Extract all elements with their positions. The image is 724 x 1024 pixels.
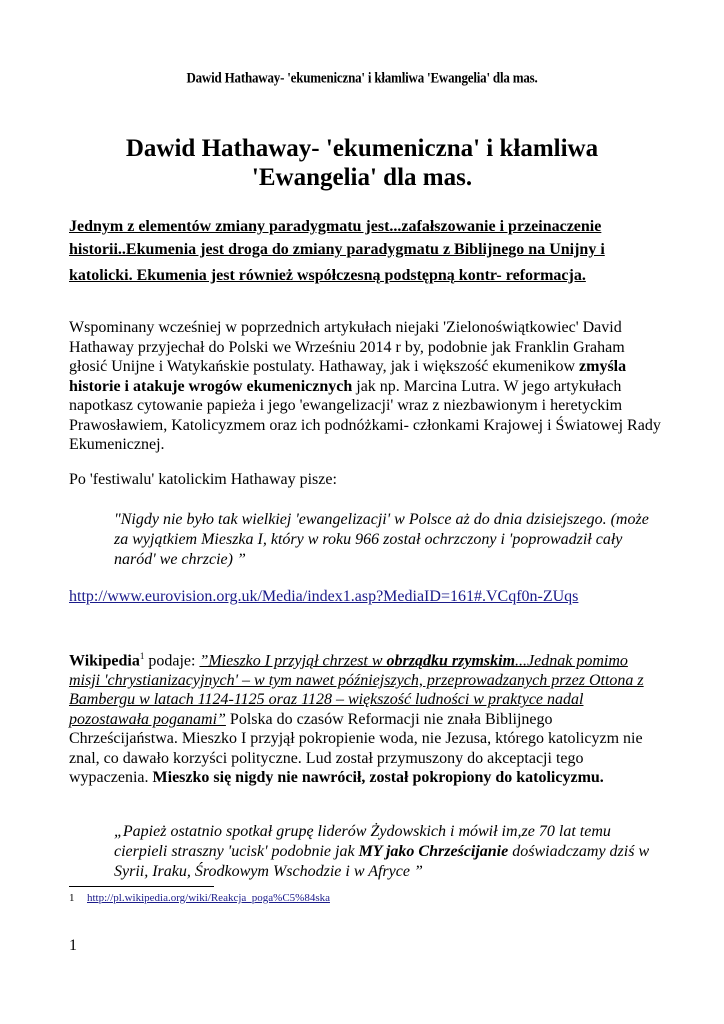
footnote-ref[interactable]: 1 [139,651,145,661]
wikipedia-paragraph [69,647,659,788]
footnote-divider [69,886,214,887]
wiki-bold-end: Mieszko się nigdy nie nawrócił, został pokropiony do katolicyzmu. [152,769,604,787]
lead-paragraph [69,215,659,291]
title-line-2: 'Ewangelia' dla mas. [251,164,473,191]
quote2-bold: MY jako Chrześcijanie [358,843,509,860]
lead-line-2: historii..Ekumenia jest droga do zmiany paradygmatu z Biblijnego na Unijny i [69,241,605,258]
running-header: Dawid Hathaway- 'ekumeniczna' i kłamliwa 'Ewangelia' dla mas. [186,69,538,86]
body-paragraph-2: Po 'festiwalu' katolickim Hathaway pisze: [69,471,337,488]
block-quote-1: "Nigdy nie było tak wielkiej 'ewangelizacji' w Polsce aż do dnia dzisiejszego. (może za wyjątkiem Mieszka I, który w roku 966 został ochrzczony i 'poprowadził cały naród' we chrzcie) ” [114,511,649,568]
title-line-1: Dawid Hathaway- 'ekumeniczna' i kłamliwa [125,135,599,162]
wiki-quote-b: ...Jednak pomimo misji 'chrystianizacyjnych' – w tym nawet późniejszych, przeprowadzanych przez Ottona z Bambergu w latach 1124-1125 oraz 1128 – większość ludności w praktyce nadal pozostawała poganami” [69,652,644,728]
lead-line-3: katolicki. Ekumenia jest również współczesną podstępną kontr- reformacja. [69,267,586,284]
lead-line-1: Jednym z elementów zmiany paradygmatu jest...zafałszowanie i przeinaczenie [69,218,602,235]
quote2-text-a: „Papież ostatnio spotkał grupę liderów Żydowskich i mówił im,ze 70 lat temu cierpieli straszny 'ucisk' podobnie jak [114,823,611,860]
wiki-quote-a: ”Mieszko I przyjął chrzest w [199,652,387,670]
wiki-podaje: podaje: [144,652,200,670]
wiki-quote-bold: obrządku rzymskim [386,652,516,670]
para1-text-a: Wspominany wcześniej w poprzednich artykułach niejaki 'Zielonoświątkowiec' David Hathaway przyjechał do Polski we Wrześniu 2014 r by, podobnie jak Franklin Graham głosić Unijne i Watykańskie postulaty. Hathaway, jak i większość ekumenikow [69,319,625,375]
wiki-rest: Polska do czasów Reformacji nie znała Biblijnego Chrześcijaństwa. Mieszko I przyjął pokropienie woda, nie Jezusa, którego katolicyzm nie znal, co dawało korzyści polityczne. Lud został przymuszony do akceptacji tego wypaczenia. [69,710,643,787]
page-title [80,134,644,192]
page-number: 1 [69,937,77,954]
wiki-label: Wikipedia [69,652,140,670]
footnote-link[interactable]: http://pl.wikipedia.org/wiki/Reakcja_poga%C5%84ska [87,892,330,904]
quote2-text-b: doświadczamy dziś w Syrii, Iraku, Środkowym Wschodzie i w Afryce ” [114,843,650,880]
para1-bold: zmyśla historie i atakuje wrogów ekumenicznych [69,358,627,395]
body-paragraph-1 [69,318,664,455]
block-quote-2 [114,822,659,882]
para1-text-b: jak np. Marcina Lutra. W jego artykułach napotkasz cytowanie papieża i jego 'ewangelizacji' wraz z niezbawionym i heretyckim Prawosławiem, Katolicyzmem oraz ich podnóżkami- członkami Krajowej i Światowej Rady Ekumenicznej. [69,377,661,453]
eurovision-link[interactable]: http://www.eurovision.org.uk/Media/index1.asp?MediaID=161#.VCqf0n-ZUqs [69,588,579,605]
footnote-number: 1 [69,892,75,904]
footnote [69,892,330,904]
